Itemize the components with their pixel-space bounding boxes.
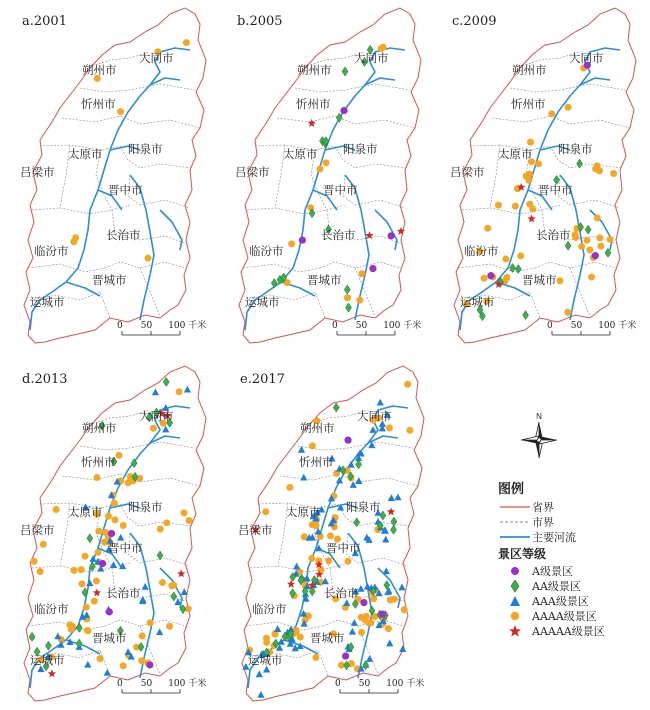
scenic-spot-aaaa (610, 170, 617, 177)
scenic-spot-aaaa (584, 237, 591, 244)
city-label-taiyuan: 太原市 (286, 505, 321, 519)
scale-bar (122, 689, 180, 693)
scale-bar (337, 331, 395, 335)
scenic-spot-aaaa (105, 513, 112, 520)
scenic-spot-aaaa (312, 654, 319, 661)
scenic-spot-aaaa (404, 381, 411, 388)
scenic-spot-aaaa (263, 639, 270, 646)
city-label-jinzhong: 晋中市 (326, 541, 361, 555)
city-label-yangquan: 阳泉市 (343, 142, 378, 156)
scenic-spot-aaaa (163, 519, 170, 526)
legend-item-grade-aaaa (498, 608, 648, 623)
scenic-spot-a (340, 107, 347, 114)
scenic-spot-aaaa (308, 555, 315, 562)
legend-label: AAAA级景区 (532, 609, 597, 623)
scenic-spot-a (369, 265, 376, 272)
legend-title: 图例 (498, 482, 525, 497)
panel-label: d.2013 (22, 372, 68, 387)
scenic-spot-aaaa (183, 39, 190, 46)
scale-bar (552, 331, 610, 335)
scenic-spot-aaaa (495, 202, 502, 209)
legend-item-province-boundary (498, 499, 648, 514)
scale-bar-label: 0 50 100 千米 (117, 321, 207, 331)
scale-bar (122, 331, 180, 335)
map-panel-2001 (0, 0, 210, 345)
city-label-lvliang: 吕梁市 (450, 165, 485, 179)
city-label-taiyuan: 太原市 (68, 505, 103, 519)
scenic-spot-a (592, 252, 599, 259)
scenic-spot-aaaa (138, 657, 145, 664)
scenic-spot-aaaa (145, 255, 152, 262)
scenic-spot-a (388, 232, 395, 239)
scenic-spot-aaaa (344, 558, 351, 565)
legend-item-grade-aaa (498, 593, 648, 608)
scenic-spot-aaaa (95, 549, 102, 556)
scenic-spot-aaaa (548, 110, 555, 117)
legend-label: 市界 (532, 515, 554, 529)
scenic-spot-aaaa (572, 231, 579, 238)
city-label-shuozhou: 朔州市 (82, 63, 117, 77)
scenic-spot-aaaa (358, 629, 365, 636)
legend-label: AAA级景区 (532, 594, 589, 608)
scenic-spot-aaaa (180, 509, 187, 516)
scenic-spot-aaaa (309, 521, 316, 528)
city-label-changzhi: 长治市 (324, 586, 359, 600)
scenic-spot-aaaa (517, 252, 524, 259)
scenic-spot-aaaa (588, 274, 595, 281)
scenic-spot-aaaa (115, 452, 122, 459)
city-label-taiyuan: 太原市 (498, 147, 533, 161)
scenic-spot-aaaa (323, 159, 330, 166)
city-label-jinzhong: 晋中市 (323, 183, 358, 197)
scenic-spot-aaaa (101, 539, 108, 546)
city-label-linfen: 临汾市 (464, 244, 499, 258)
scenic-spot-aaaa (70, 567, 77, 574)
scenic-spot-aaaa (82, 553, 89, 560)
scenic-spot-aaaa (481, 275, 488, 282)
scenic-spot-a (99, 560, 106, 567)
scenic-spot-aaaa (594, 215, 601, 222)
city-label-jinzhong: 晋中市 (538, 183, 573, 197)
scenic-spot-aaaa (502, 255, 509, 262)
map-panel-2009 (430, 0, 640, 345)
scenic-spot-aaaa (597, 243, 604, 250)
scenic-spot-aaaa (97, 655, 104, 662)
legend-label: 省界 (532, 500, 554, 514)
city-label-shuozhou: 朔州市 (300, 421, 335, 435)
city-label-yangquan: 阳泉市 (346, 500, 381, 514)
scenic-spot-aaaa (93, 474, 100, 481)
city-label-linfen: 临汾市 (249, 244, 284, 258)
scenic-spot-aaaa (484, 225, 491, 232)
scenic-spot-aaaa (327, 532, 334, 539)
legend-grade-title: 景区等级 (498, 547, 547, 561)
scenic-spot-aaaa (111, 516, 118, 523)
legend-item-grade-aaaaa (498, 623, 648, 638)
north-arrow-icon (516, 410, 562, 466)
scenic-spot-aaaa (262, 508, 269, 515)
legend-item-grade-a (498, 563, 648, 578)
city-label-jinzhong: 晋中市 (108, 183, 143, 197)
city-label-jincheng: 晋城市 (92, 273, 127, 287)
city-label-changzhi: 长治市 (106, 228, 141, 242)
scenic-spot-a (344, 437, 351, 444)
city-label-linfen: 临汾市 (252, 602, 287, 616)
city-label-xinzhou: 忻州市 (296, 97, 331, 111)
scenic-spot-aaaa (93, 577, 100, 584)
city-label-jincheng: 晋城市 (310, 631, 345, 645)
scenic-spot-aaaa (95, 528, 102, 535)
legend-item-city-boundary (498, 514, 648, 529)
scenic-spot-aaaa (78, 566, 85, 573)
scenic-spot-aaaa (150, 425, 157, 432)
scenic-spot-aaaa (31, 558, 38, 565)
scenic-spot-aaaa (385, 625, 392, 632)
scale-bar-label: 0 50 100 千米 (547, 321, 637, 331)
scenic-spot-aaaa (526, 170, 533, 177)
scenic-spot-aaaa (401, 606, 408, 613)
scenic-spot-aaaa (69, 623, 76, 630)
scenic-spot-aaaa (159, 579, 166, 586)
legend-item-river (498, 529, 648, 544)
scale-bar-label: 0 50 100 千米 (332, 321, 422, 331)
scenic-spot-a (108, 530, 115, 537)
scenic-spot-aaaa (120, 522, 127, 529)
scenic-spot-aaaa (166, 623, 173, 630)
city-label-linfen: 临汾市 (34, 602, 69, 616)
north-label: N (536, 412, 542, 421)
scenic-spot-aaaa (592, 165, 599, 172)
scenic-spot-aaaa (391, 596, 398, 603)
city-label-shuozhou: 朔州市 (82, 421, 117, 435)
scenic-spot-aaaa (186, 517, 193, 524)
scenic-spot-aaaa (84, 627, 91, 634)
city-label-jinzhong: 晋中市 (108, 541, 143, 555)
scenic-spot-aaaa (309, 442, 316, 449)
scenic-spot-aaaa (91, 598, 98, 605)
scenic-spot-aaaa (325, 557, 332, 564)
scenic-spot-aaaa (556, 277, 563, 284)
legend-label: AAAAA级景区 (532, 624, 605, 638)
city-label-datong: 大同市 (354, 51, 389, 65)
scenic-spot-aaaa (83, 604, 90, 611)
scenic-spot-aaaa (102, 529, 109, 536)
scale-bar-label: 0 50 100 千米 (335, 679, 425, 689)
legend-item-grade-aa (498, 578, 648, 593)
scenic-spot-a (360, 599, 367, 606)
scenic-spot-aaaa (79, 580, 86, 587)
city-label-shuozhou: 朔州市 (512, 63, 547, 77)
city-label-changzhi: 长治市 (536, 228, 571, 242)
map-panel-2017 (218, 358, 428, 703)
city-label-jincheng: 晋城市 (92, 631, 127, 645)
scenic-spot-aaaa (596, 234, 603, 241)
city-label-yuncheng: 运城市 (30, 653, 65, 667)
city-label-lvliang: 吕梁市 (20, 165, 55, 179)
city-label-yangquan: 阳泉市 (558, 142, 593, 156)
scenic-spot-aaaa (316, 166, 323, 173)
city-label-taiyuan: 太原市 (68, 147, 103, 161)
city-label-xinzhou: 忻州市 (511, 97, 546, 111)
city-label-yangquan: 阳泉市 (128, 142, 163, 156)
city-label-changzhi: 长治市 (321, 228, 356, 242)
city-label-jincheng: 晋城市 (307, 273, 342, 287)
scenic-spot-aaaa (370, 595, 377, 602)
legend-label: AA级景区 (532, 579, 581, 593)
city-label-datong: 大同市 (139, 409, 174, 423)
city-label-yuncheng: 运城市 (30, 295, 65, 309)
city-label-lvliang: 吕梁市 (20, 523, 55, 537)
city-label-changzhi: 长治市 (106, 586, 141, 600)
city-label-datong: 大同市 (357, 409, 392, 423)
scale-bar-label: 0 50 100 千米 (117, 679, 207, 689)
panel-label: b.2005 (237, 14, 283, 29)
scenic-spot-aaaa (344, 294, 351, 301)
scenic-spot-aaaa (170, 582, 177, 589)
scenic-spot-aaaa (564, 309, 571, 316)
scenic-spot-aaaa (157, 526, 164, 533)
legend (498, 478, 648, 638)
city-label-datong: 大同市 (569, 51, 604, 65)
scenic-spot-aaaa (120, 662, 127, 669)
scenic-spot-aaaa (535, 160, 542, 167)
city-label-yuncheng: 运城市 (245, 295, 280, 309)
city-label-jincheng: 晋城市 (522, 273, 557, 287)
legend-label: A级景区 (532, 564, 573, 578)
scenic-spot-a (379, 611, 386, 618)
city-label-datong: 大同市 (139, 51, 174, 65)
scenic-spot-aaaa (288, 240, 295, 247)
city-label-xinzhou: 忻州市 (299, 455, 334, 469)
city-label-lvliang: 吕梁市 (235, 165, 270, 179)
city-label-xinzhou: 忻州市 (81, 97, 116, 111)
scenic-spot-a (299, 237, 306, 244)
scenic-spot-aaaa (362, 617, 369, 624)
panel-label: c.2009 (452, 14, 497, 29)
city-label-lvliang: 吕梁市 (238, 523, 273, 537)
scenic-spot-aaaa (565, 104, 572, 111)
scenic-spot-aaaa (578, 243, 585, 250)
scenic-spot-aaaa (386, 424, 393, 431)
scenic-spot-aaaa (356, 297, 363, 304)
legend-label: 主要河流 (532, 530, 576, 544)
scenic-spot-a (342, 652, 349, 659)
scenic-spot-aaaa (37, 568, 44, 575)
scenic-spot-aaaa (586, 246, 593, 253)
scale-bar (340, 689, 398, 693)
city-label-shuozhou: 朔州市 (297, 63, 332, 77)
scenic-spot-aaaa (139, 632, 146, 639)
city-label-yangquan: 阳泉市 (128, 500, 163, 514)
scenic-spot-aaaa (176, 388, 183, 395)
scenic-spot-aaaa (512, 203, 519, 210)
scenic-spot-aaaa (359, 270, 366, 277)
scenic-spot-a (487, 272, 494, 279)
scenic-spot-aaaa (70, 238, 77, 245)
map-panel-2013 (0, 358, 210, 703)
scenic-spot-a (146, 661, 153, 668)
panel-label: e.2017 (240, 372, 285, 387)
scenic-spot-aaaa (286, 484, 293, 491)
city-label-linfen: 临汾市 (34, 244, 69, 258)
scenic-spot-a (106, 608, 113, 615)
city-label-taiyuan: 太原市 (283, 147, 318, 161)
city-label-xinzhou: 忻州市 (81, 455, 116, 469)
scenic-spot-aaaa (111, 500, 118, 507)
scenic-spot-aaaa (40, 541, 47, 548)
panel-label: a.2001 (22, 14, 67, 29)
city-label-yuncheng: 运城市 (248, 653, 283, 667)
scenic-spot-aaaa (607, 236, 614, 243)
scenic-spot-aaaa (53, 506, 60, 513)
scenic-spot-aaaa (406, 427, 413, 434)
scenic-spot-aaaa (117, 108, 124, 115)
scenic-spot-aaaa (147, 619, 154, 626)
scenic-spot-aaaa (527, 139, 534, 146)
city-label-yuncheng: 运城市 (460, 295, 495, 309)
scenic-spot-aaaa (529, 206, 536, 213)
map-panel-2005 (215, 0, 425, 345)
